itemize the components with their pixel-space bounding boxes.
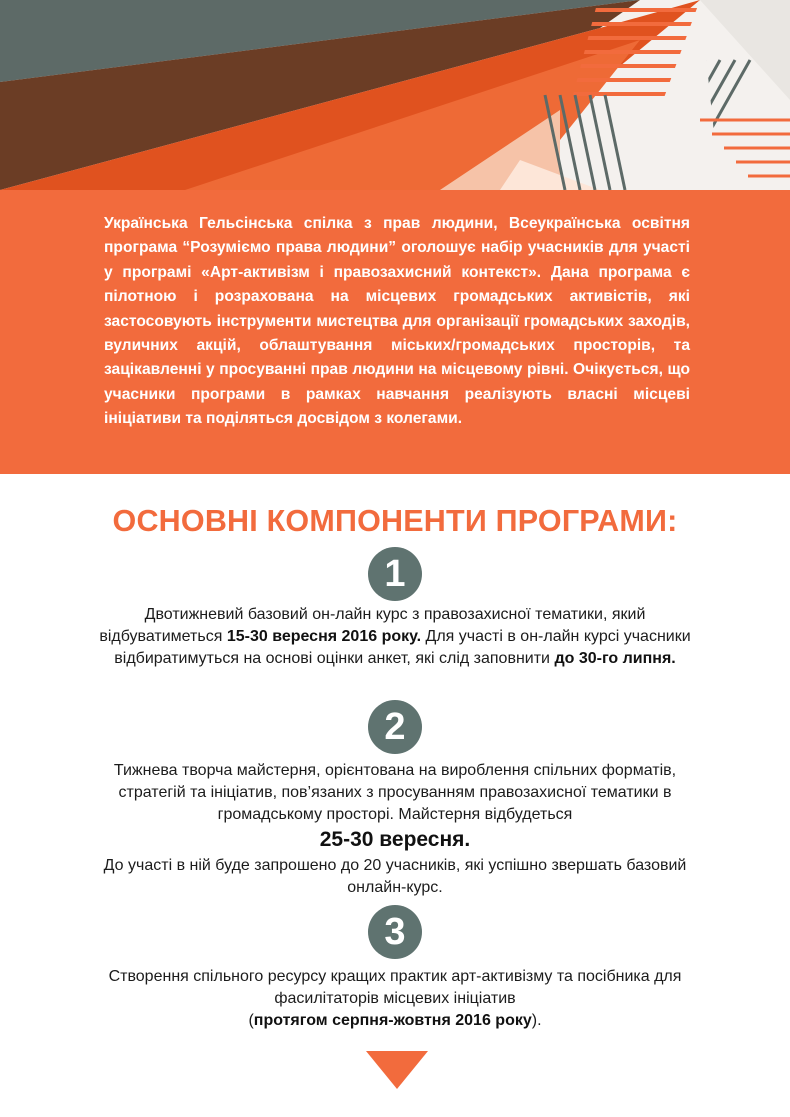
down-triangle-icon xyxy=(366,1051,428,1089)
component-2-dates: 25-30 вересня. xyxy=(319,828,471,851)
component-3-paren-open: ( xyxy=(248,1012,254,1029)
component-3-number-badge: 3 xyxy=(368,905,422,959)
component-2-number-badge: 2 xyxy=(368,700,422,754)
component-1-text-before: Двотижневий базовий он-лайн курс з правозахисної тематики, який відбуватиметься xyxy=(99,606,646,645)
header-geometric-banner xyxy=(0,0,790,190)
component-1-deadline: до 30-го липня. xyxy=(554,650,676,667)
component-3-paren-close: ). xyxy=(531,1012,542,1029)
component-3-period: протягом серпня-жовтня 2016 року xyxy=(253,1012,532,1029)
component-1-dates: 15-30 вересня 2016 року. xyxy=(226,628,422,645)
component-1-text xyxy=(95,604,695,670)
intro-paragraph: Українська Гельсінська спілка з прав людини, Всеукраїнська освітня програма “Розуміємо права людини” оголошує набір учасників для участі у програмі «Арт-активізм і правозахисний контекст». Дана програма є пілотною і розрахована на місцевих громадських активістів, які застосовують інструменти мистецтва для організації громадських заходів, вуличних акцій, облаштування міських/громадських просторів, та зацікавленні у просуванні прав людини на місцевому рівні. Очікується, що учасники програми в рамках навчання реалізують власні місцеві ініціативи та поділяться досвідом з колегами. xyxy=(104,215,690,428)
component-2-text: Тижнева творча майстерня, орієнтована на вироблення спільних форматів, стратегій та ініціатив, пов’язаних з просуванням правозахисної тематики в громадському просторі. Майстерня відбудеться xyxy=(113,762,677,823)
section-heading: ОСНОВНІ КОМПОНЕНТИ ПРОГРАМИ: xyxy=(112,504,678,538)
component-3-text-main: Створення спільного ресурсу кращих практик арт-активізму та посібника для фасилітаторів місцевих ініціатив xyxy=(108,968,682,1007)
component-2-text-after: До участі в ній буде запрошено до 20 учасників, які успішно звершать базовий онлайн-курс. xyxy=(103,857,687,896)
component-1-text-middle: Для участі в он-лайн курсі учасники відбиратимуться на основі оцінки анкет, які слід заповнити xyxy=(114,628,691,667)
component-1-number-badge: 1 xyxy=(368,547,422,601)
component-3-text xyxy=(95,966,695,1032)
